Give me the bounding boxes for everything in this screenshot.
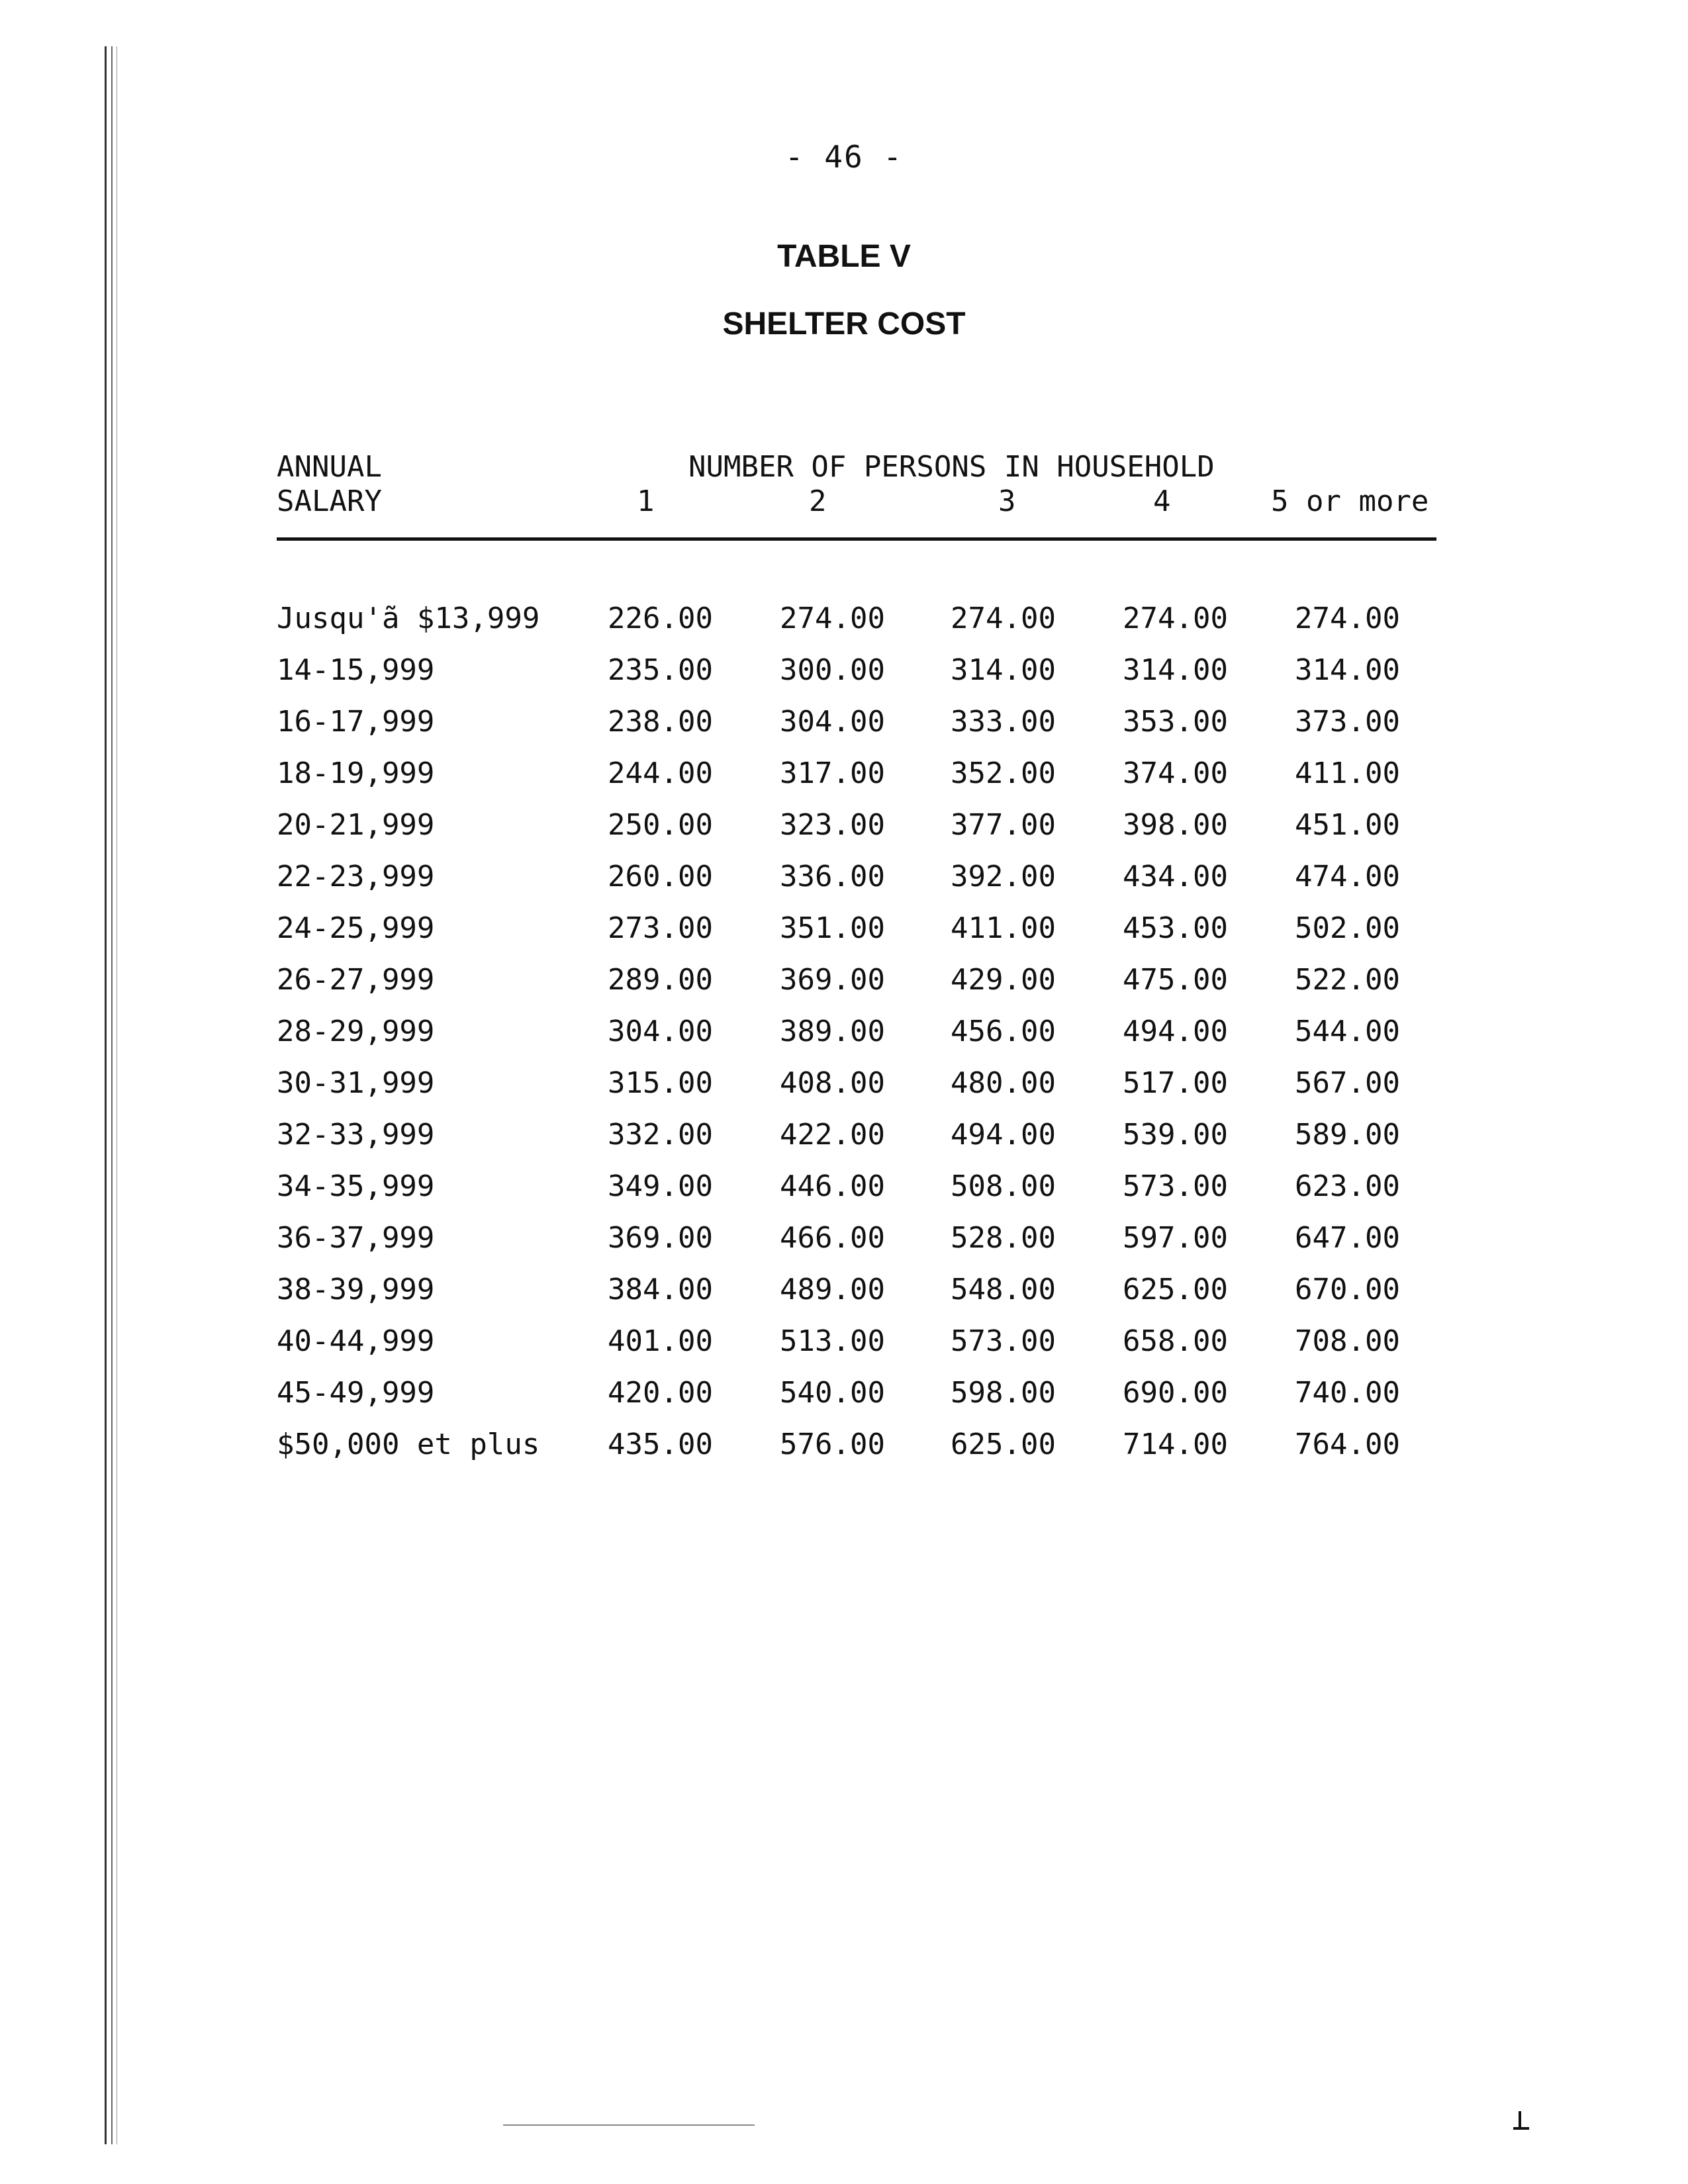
cell-persons-5: 589.00 <box>1295 1118 1400 1152</box>
cell-persons-5: 274.00 <box>1295 602 1400 635</box>
cell-persons-4: 494.00 <box>1123 1015 1228 1048</box>
cell-persons-4: 517.00 <box>1123 1066 1228 1100</box>
row-salary-label: Jusqu'ã $13,999 <box>277 602 540 635</box>
cell-persons-1: 349.00 <box>608 1169 713 1203</box>
table-row <box>0 1220 1688 1272</box>
cell-persons-2: 351.00 <box>780 911 885 945</box>
row-salary-label: 16-17,999 <box>277 705 435 739</box>
cell-persons-1: 315.00 <box>608 1066 713 1100</box>
cell-persons-3: 548.00 <box>951 1273 1056 1306</box>
cell-persons-4: 539.00 <box>1123 1118 1228 1152</box>
cell-persons-4: 453.00 <box>1123 911 1228 945</box>
cell-persons-4: 475.00 <box>1123 963 1228 997</box>
cell-persons-2: 336.00 <box>780 860 885 893</box>
cell-persons-5: 502.00 <box>1295 911 1400 945</box>
cell-persons-4: 374.00 <box>1123 756 1228 790</box>
cell-persons-3: 598.00 <box>951 1376 1056 1410</box>
row-salary-label: 36-37,999 <box>277 1221 435 1255</box>
column-header-4: 4 <box>1153 484 1171 518</box>
row-salary-label: $50,000 et plus <box>277 1428 540 1461</box>
cell-persons-2: 274.00 <box>780 602 885 635</box>
cell-persons-2: 323.00 <box>780 808 885 842</box>
page-number: - 46 - <box>784 139 904 175</box>
cell-persons-4: 714.00 <box>1123 1428 1228 1461</box>
cell-persons-2: 540.00 <box>780 1376 885 1410</box>
table-row <box>0 601 1688 653</box>
cell-persons-3: 625.00 <box>951 1428 1056 1461</box>
row-salary-label: 45-49,999 <box>277 1376 435 1410</box>
cell-persons-1: 332.00 <box>608 1118 713 1152</box>
cell-persons-1: 250.00 <box>608 808 713 842</box>
cell-persons-4: 573.00 <box>1123 1169 1228 1203</box>
cell-persons-4: 314.00 <box>1123 653 1228 687</box>
cell-persons-2: 576.00 <box>780 1428 885 1461</box>
cell-persons-3: 528.00 <box>951 1221 1056 1255</box>
table-title: TABLE V <box>777 239 911 274</box>
table-row <box>0 653 1688 704</box>
row-salary-label: 24-25,999 <box>277 911 435 945</box>
cell-persons-1: 289.00 <box>608 963 713 997</box>
table-row <box>0 1375 1688 1427</box>
cell-persons-5: 522.00 <box>1295 963 1400 997</box>
cell-persons-2: 369.00 <box>780 963 885 997</box>
row-salary-label: 38-39,999 <box>277 1273 435 1306</box>
row-salary-label: 30-31,999 <box>277 1066 435 1100</box>
cell-persons-3: 456.00 <box>951 1015 1056 1048</box>
cell-persons-2: 304.00 <box>780 705 885 739</box>
cell-persons-2: 422.00 <box>780 1118 885 1152</box>
cell-persons-4: 274.00 <box>1123 602 1228 635</box>
cell-persons-1: 235.00 <box>608 653 713 687</box>
table-body <box>0 601 1688 1479</box>
cell-persons-1: 260.00 <box>608 860 713 893</box>
cell-persons-3: 573.00 <box>951 1324 1056 1358</box>
table-row <box>0 859 1688 911</box>
cell-persons-4: 625.00 <box>1123 1273 1228 1306</box>
row-salary-label: 32-33,999 <box>277 1118 435 1152</box>
row-salary-label: 28-29,999 <box>277 1015 435 1048</box>
table-row <box>0 704 1688 756</box>
cell-persons-1: 226.00 <box>608 602 713 635</box>
cell-persons-3: 411.00 <box>951 911 1056 945</box>
cell-persons-4: 434.00 <box>1123 860 1228 893</box>
cell-persons-1: 369.00 <box>608 1221 713 1255</box>
column-header-2: 2 <box>809 484 827 518</box>
cell-persons-4: 597.00 <box>1123 1221 1228 1255</box>
footer-rule <box>503 2124 755 2126</box>
cell-persons-5: 740.00 <box>1295 1376 1400 1410</box>
cell-persons-5: 411.00 <box>1295 756 1400 790</box>
table-row <box>0 1066 1688 1117</box>
header-salary: SALARY <box>277 484 382 518</box>
cell-persons-2: 489.00 <box>780 1273 885 1306</box>
row-salary-label: 40-44,999 <box>277 1324 435 1358</box>
cell-persons-2: 317.00 <box>780 756 885 790</box>
cell-persons-5: 623.00 <box>1295 1169 1400 1203</box>
cell-persons-5: 670.00 <box>1295 1273 1400 1306</box>
row-salary-label: 20-21,999 <box>277 808 435 842</box>
cell-persons-1: 273.00 <box>608 911 713 945</box>
cell-persons-3: 392.00 <box>951 860 1056 893</box>
row-salary-label: 22-23,999 <box>277 860 435 893</box>
cell-persons-3: 429.00 <box>951 963 1056 997</box>
row-salary-label: 26-27,999 <box>277 963 435 997</box>
cell-persons-5: 451.00 <box>1295 808 1400 842</box>
table-subtitle: SHELTER COST <box>722 306 966 341</box>
cell-persons-2: 300.00 <box>780 653 885 687</box>
cell-persons-4: 353.00 <box>1123 705 1228 739</box>
cell-persons-5: 567.00 <box>1295 1066 1400 1100</box>
cell-persons-5: 764.00 <box>1295 1428 1400 1461</box>
cell-persons-3: 494.00 <box>951 1118 1056 1152</box>
table-row <box>0 1117 1688 1169</box>
row-salary-label: 34-35,999 <box>277 1169 435 1203</box>
table-row <box>0 1169 1688 1220</box>
cell-persons-3: 333.00 <box>951 705 1056 739</box>
cell-persons-2: 389.00 <box>780 1015 885 1048</box>
column-header-3: 3 <box>998 484 1016 518</box>
table-row <box>0 1272 1688 1324</box>
cell-persons-3: 352.00 <box>951 756 1056 790</box>
cell-persons-5: 474.00 <box>1295 860 1400 893</box>
table-row <box>0 807 1688 859</box>
cell-persons-3: 480.00 <box>951 1066 1056 1100</box>
row-salary-label: 14-15,999 <box>277 653 435 687</box>
column-header-5-or-more: 5 or more <box>1271 484 1429 518</box>
table-row <box>0 962 1688 1014</box>
cell-persons-2: 446.00 <box>780 1169 885 1203</box>
cell-persons-1: 420.00 <box>608 1376 713 1410</box>
table-row <box>0 756 1688 807</box>
cell-persons-5: 708.00 <box>1295 1324 1400 1358</box>
header-annual: ANNUAL <box>277 450 382 484</box>
cell-persons-1: 244.00 <box>608 756 713 790</box>
cell-persons-3: 274.00 <box>951 602 1056 635</box>
cell-persons-2: 513.00 <box>780 1324 885 1358</box>
table-row <box>0 1427 1688 1479</box>
cell-persons-4: 398.00 <box>1123 808 1228 842</box>
table-row <box>0 1014 1688 1066</box>
column-header-1: 1 <box>637 484 655 518</box>
cell-persons-3: 377.00 <box>951 808 1056 842</box>
cell-persons-1: 384.00 <box>608 1273 713 1306</box>
cell-persons-4: 690.00 <box>1123 1376 1228 1410</box>
table-row <box>0 1324 1688 1375</box>
cell-persons-1: 238.00 <box>608 705 713 739</box>
cell-persons-5: 544.00 <box>1295 1015 1400 1048</box>
cell-persons-3: 508.00 <box>951 1169 1056 1203</box>
cell-persons-3: 314.00 <box>951 653 1056 687</box>
cell-persons-2: 466.00 <box>780 1221 885 1255</box>
table-row <box>0 911 1688 962</box>
corner-mark-icon <box>1511 2111 1530 2131</box>
header-rule <box>277 537 1436 541</box>
cell-persons-1: 401.00 <box>608 1324 713 1358</box>
cell-persons-5: 647.00 <box>1295 1221 1400 1255</box>
cell-persons-1: 435.00 <box>608 1428 713 1461</box>
row-salary-label: 18-19,999 <box>277 756 435 790</box>
cell-persons-1: 304.00 <box>608 1015 713 1048</box>
cell-persons-5: 314.00 <box>1295 653 1400 687</box>
header-household-group: NUMBER OF PERSONS IN HOUSEHOLD <box>688 450 1215 484</box>
cell-persons-2: 408.00 <box>780 1066 885 1100</box>
cell-persons-5: 373.00 <box>1295 705 1400 739</box>
cell-persons-4: 658.00 <box>1123 1324 1228 1358</box>
